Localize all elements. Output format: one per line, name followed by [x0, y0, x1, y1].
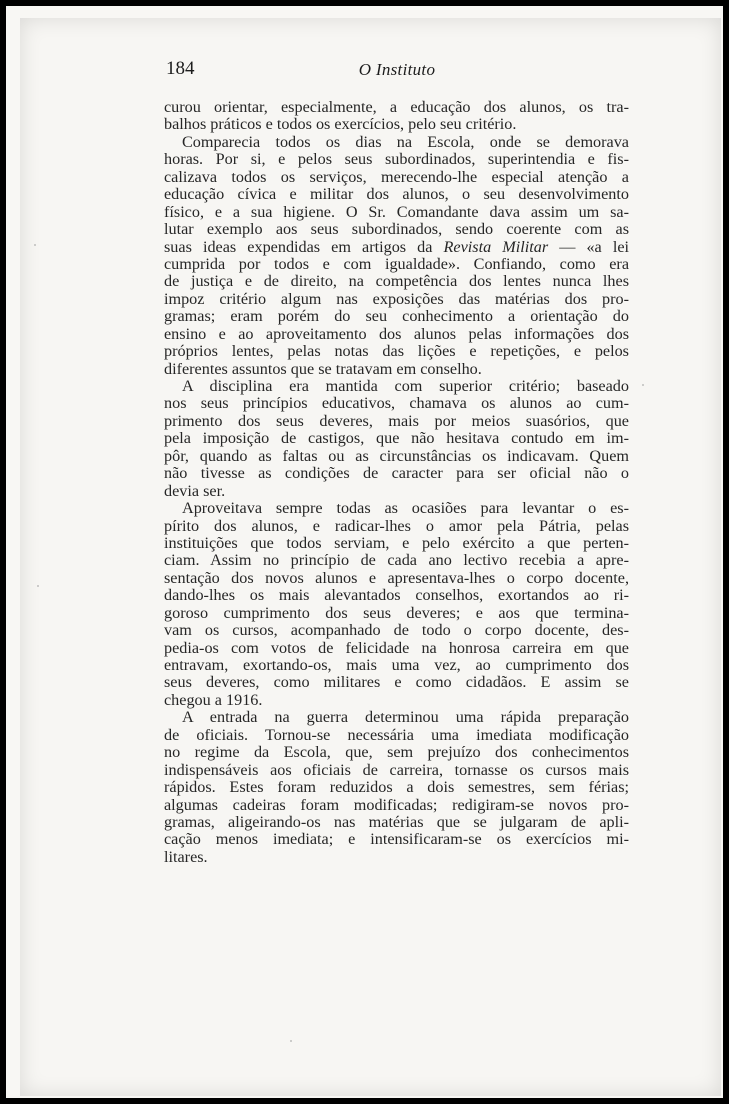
- text-line: calizava todos os serviços, merecendo-lhe especial atenção a: [164, 167, 629, 186]
- text-line: próprios lentes, pelas notas das lições e repetições, e pelos: [164, 342, 629, 361]
- text-line: de justiça e de direito, na competência dos lentes nunca lhes: [164, 272, 629, 291]
- text-line: balhos práticos e todos os exercícios, pelo seu critério.: [164, 115, 517, 134]
- text-line: não tivesse as condições de caracter para ser oficial não o: [164, 464, 629, 483]
- text-line: impoz critério algum nas exposições das matérias dos pro-: [164, 289, 629, 308]
- text-line: lutar exemplo aos seus subordinados, sendo coerente com as: [164, 220, 629, 239]
- scan-speck: [34, 244, 36, 246]
- text-line: instituições que todos serviam, e pelo exército a que perten-: [164, 533, 629, 552]
- text-line: cação menos imediata; e intensificaram-se os exercícios mi-: [164, 830, 629, 849]
- text-line: gramas, aligeirando-os nas matérias que se julgaram de apli-: [164, 812, 629, 831]
- text-line: A entrada na guerra determinou uma rápida preparação: [182, 708, 629, 727]
- text-line: indispensáveis aos oficiais de carreira, tornasse os cursos mais: [164, 760, 629, 779]
- text-line: vam os cursos, acompanhado de todo o corpo docente, des-: [164, 621, 629, 640]
- scan-speck: [290, 1040, 292, 1042]
- body-text: [164, 99, 629, 866]
- text-line: rápidos. Estes foram reduzidos a dois semestres, sem férias;: [164, 778, 629, 797]
- text-line: nos seus princípios educativos, chamava os alunos ao cum-: [164, 394, 629, 413]
- text-line: diferentes assuntos que se tratavam em conselho.: [164, 359, 482, 378]
- text-line: primento dos seus deveres, mais por meios suasórios, que: [164, 411, 629, 430]
- text-line: no regime da Escola, que, sem prejuízo dos conhecimentos: [164, 743, 629, 762]
- text-line: litares.: [164, 847, 208, 866]
- running-title: O Instituto: [358, 60, 436, 79]
- text-line: ensino e ao aproveitamento dos alunos pelas informações dos: [164, 324, 629, 343]
- text-line: Aproveitava sempre todas as ocasiões para levantar o es-: [182, 499, 629, 518]
- text-line: pela imposição de castigos, que não hesitava contudo em im-: [164, 429, 629, 448]
- text-line: suas ideas expendidas em artigos da Revista Militar — «a lei: [164, 237, 629, 256]
- text-line: devia ser.: [164, 481, 226, 500]
- text-line: pedia-os com votos de felicidade na honrosa carreira em que: [164, 638, 629, 657]
- text-line: ciam. Assim no princípio de cada ano lectivo recebia a apre-: [164, 551, 629, 570]
- page-number: 184: [166, 58, 195, 79]
- text-line: A disciplina era mantida com superior critério; baseado: [182, 377, 629, 395]
- text-line: cumprida por todos e com igualdade». Confiando, como era: [164, 254, 629, 273]
- text-line: horas. Por si, e pelos seus subordinados, superintendia e fis-: [164, 150, 629, 169]
- text-line: pírito dos alunos, e radicar-lhes o amor pela Pátria, pelas: [164, 516, 629, 535]
- text-line: Comparecia todos os dias na Escola, onde se demorava: [182, 132, 629, 151]
- text-line: de oficiais. Tornou-se necessária uma imediata modificação: [164, 725, 629, 744]
- text-line: goroso cumprimento dos seus deveres; e aos que termina-: [164, 603, 629, 622]
- text-line: seus deveres, como militares e como cidadãos. E assim se: [164, 673, 629, 692]
- scan-speck: [642, 384, 644, 386]
- text-line: físico, e a sua higiene. O Sr. Comandante dava assim um sa-: [164, 202, 629, 221]
- text-line: educação cívica e militar dos alunos, o seu desenvolvimento: [164, 185, 629, 204]
- text-line: gramas; eram porém do seu conhecimento a orientação do: [164, 307, 629, 326]
- text-line: entravam, exortando-os, mais uma vez, ao cumprimento dos: [164, 656, 629, 674]
- text-line: pôr, quando as faltas ou as circunstâncias os indicavam. Quem: [164, 446, 629, 465]
- scan-speck: [37, 585, 39, 587]
- text-line: algumas cadeiras foram modificadas; redigiram-se novos pro-: [164, 795, 629, 814]
- text-line: sentação dos novos alunos e apresentava-lhes o corpo docente,: [164, 568, 629, 587]
- page-header: [166, 58, 628, 86]
- text-line: dando-lhes os mais alevantados conselhos, exortandos ao ri-: [164, 586, 629, 605]
- text-line: chegou a 1916.: [164, 690, 263, 709]
- text-line: curou orientar, especialmente, a educação dos alunos, os tra-: [164, 98, 629, 116]
